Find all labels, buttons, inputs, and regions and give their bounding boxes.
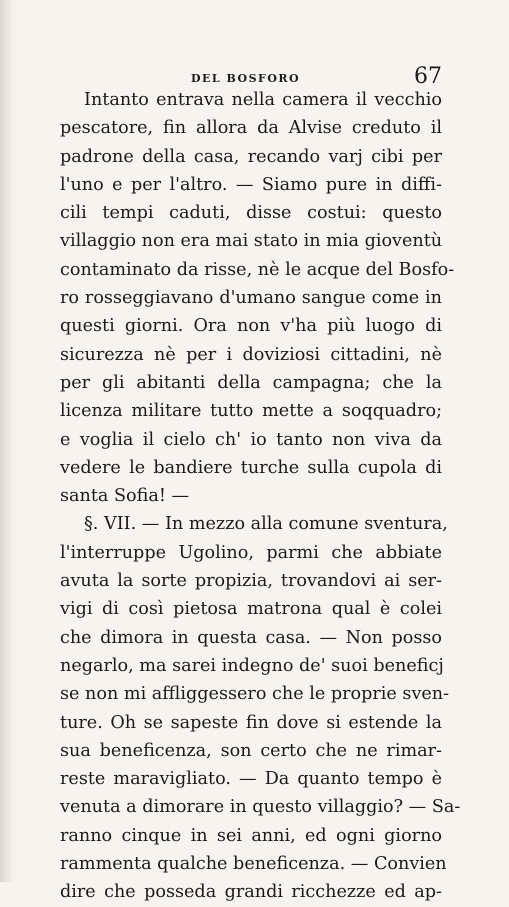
text-line: l'interruppe Ugolino, parmi che abbiate bbox=[60, 542, 442, 563]
text-line: negarlo, ma sarei indegno de' suoi beneficj bbox=[60, 655, 444, 676]
text-line: licenza militare tutto mette a soqquadro; bbox=[60, 401, 442, 422]
text-line: sua beneficenza, son certo che ne rimar- bbox=[60, 740, 442, 761]
page-edge-shadow bbox=[0, 0, 14, 882]
text-line: avuta la sorte propizia, trovandovi ai ser- bbox=[60, 571, 442, 592]
text-line: per gli abitanti della campagna; che la bbox=[60, 372, 442, 393]
text-line: ranno cinque in sei anni, ed ogni giorno bbox=[60, 825, 442, 846]
text-line: Intanto entrava nella camera il vecchio bbox=[84, 90, 442, 110]
text-line: vedere le bandiere turche sulla cupola di bbox=[60, 457, 442, 478]
text-line: dire che posseda grandi ricchezze ed ap- bbox=[60, 882, 442, 903]
text-line: §. VII. — In mezzo alla comune sventura, bbox=[84, 514, 448, 535]
text-line: che dimora in questa casa. — Non posso bbox=[60, 627, 442, 648]
text-line: cili tempi caduti, disse costui: questo bbox=[60, 203, 442, 224]
text-line: ro rosseggiavano d'umano sangue come in bbox=[60, 288, 442, 309]
text-line: e voglia il cielo ch' io tanto non viva da bbox=[60, 429, 442, 450]
text-line: rammenta qualche beneficenza. — Convien bbox=[60, 854, 447, 875]
text-line: villaggio non era mai stato in mia gioventù bbox=[60, 231, 443, 252]
text-line: santa Sofia! — bbox=[60, 486, 190, 507]
text-line: pescatore, fin allora da Alvise creduto il bbox=[60, 118, 442, 139]
running-head: DEL BOSFORO bbox=[191, 72, 301, 85]
body-text bbox=[60, 86, 461, 907]
text-line: ture. Oh se sapeste fin dove si estende la bbox=[60, 712, 442, 733]
text-line: padrone della casa, recando varj cibi per bbox=[60, 146, 442, 167]
text-line: vigi di così pietosa matrona qual è colei bbox=[60, 599, 442, 620]
text-line: se non mi affliggessero che le proprie sven- bbox=[60, 684, 450, 705]
text-line: venuta a dimorare in questo villaggio? — Sa- bbox=[60, 797, 461, 818]
text-line: l'uno e per l'altro. — Siamo pure in diffi- bbox=[60, 174, 442, 195]
text-line: questi giorni. Ora non v'ha più luogo di bbox=[60, 316, 442, 337]
page-number: 67 bbox=[414, 64, 442, 89]
text-line: contaminato da risse, nè le acque del Bosfo- bbox=[60, 259, 455, 280]
text-line: sicurezza nè per i doviziosi cittadini, nè bbox=[60, 344, 442, 365]
text-line: reste maravigliato. — Da quanto tempo è bbox=[60, 769, 442, 790]
